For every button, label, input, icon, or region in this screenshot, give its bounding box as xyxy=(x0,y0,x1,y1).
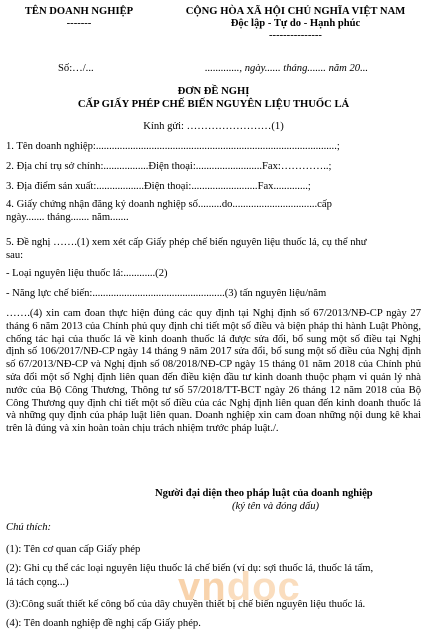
field-production-site: 3. Địa điểm sản xuất:..................Điện thoại:.........................Fax.............; xyxy=(6,181,311,192)
form-title: ĐƠN ĐỀ NGHỊ xyxy=(177,86,250,97)
field-material-type: - Loại nguyên liệu thuốc lá:............(2) xyxy=(6,268,168,279)
signature-note: (ký tên và đóng dấu) xyxy=(232,501,320,512)
field-business-registration: 4. Giấy chứng nhận đăng ký doanh nghiệp số.........do................................cấp xyxy=(6,199,332,210)
company-divider: ------- xyxy=(66,18,92,29)
request-line-cont: sau: xyxy=(6,250,24,261)
note-3: (3):Công suất thiết kế công bố của dây chuyền thiết bị chế biến nguyên liệu thuốc lá. xyxy=(6,599,366,610)
watermark-logo: vndoc xyxy=(178,565,301,609)
company-name: TÊN DOANH NGHIỆP xyxy=(24,6,134,17)
note-2: (2): Ghi cụ thể các loại nguyên liệu thuốc lá chế biến (ví dụ: sợi thuốc lá, thuốc lá tấm, xyxy=(6,563,374,574)
signature-title: Người đại diện theo pháp luật của doanh nghiệp xyxy=(155,488,373,499)
document-number: Số:…/... xyxy=(58,63,94,74)
request-line: 5. Đề nghị …….(1) xem xét cấp Giấy phép chế biến nguyên liệu thuốc lá, cụ thể như xyxy=(6,237,367,248)
field-company-name: 1. Tên doanh nghiệp:...........................................................................................; xyxy=(6,141,340,152)
notes-heading: Chú thích: xyxy=(6,522,52,533)
recipient-line: Kính gửi: ……………………(1) xyxy=(143,121,284,132)
document-date: ............., ngày...... tháng....... năm 20... xyxy=(205,63,369,74)
note-1: (1): Tên cơ quan cấp Giấy phép xyxy=(6,544,141,555)
note-4: (4): Tên doanh nghiệp đề nghị cấp Giấy phép. xyxy=(6,618,201,629)
form-subtitle: CẤP GIẤY PHÉP CHẾ BIẾN NGUYÊN LIỆU THUỐC LÁ xyxy=(77,99,350,110)
nation-title: CỘNG HÒA XÃ HỘI CHỦ NGHĨA VIỆT NAM xyxy=(185,6,406,17)
motto-divider: --------------- xyxy=(269,30,322,41)
field-registration-date: ngày....... tháng....... năm....... xyxy=(6,212,129,223)
field-head-office: 2. Địa chỉ trụ sở chính:.................Điện thoại:.........................Fax:…………..; xyxy=(6,161,332,172)
field-processing-capacity: - Năng lực chế biến:..................................................(3) tấn nguyên liệu/năm xyxy=(6,288,327,299)
commitment-paragraph: …….(4) xin cam đoan thực hiện đúng các quy định tại Nghị định số 67/2013/NĐ-CP ngày 27 tháng 6 năm 2013 của Chính phủ quy định chi tiết một số điều và biện pháp thi hành Luật Phòng, chống tác hại của thuốc lá về kinh doanh thuốc lá được sửa đổi, bổ sung một số điều tại Nghị định số 106/2017/NĐ-CP ngày 14 tháng 9 năm 2017 sửa đổi, bổ sung một số điều của Nghị định số 67/2013/NĐ-CP và Nghị định số 08/2018/NĐ-CP ngày 15 tháng 01 năm 2018 của Chính phủ sửa đổi một số Nghị định liên quan đến điều kiện đầu tư kinh doanh thuộc phạm vi quản lý nhà nước của Bộ Công Thương, Thông tư số 57/2018/TT-BCT ngày 26 tháng 12 năm 2018 của Bộ Công Thương quy định chi tiết một số điều của các Nghị định liên quan đến kinh doanh thuốc lá và những quy định của pháp luật liên quan. Doanh nghiệp xin cam đoan những nội dung kê khai trên là đúng và xin hoàn toàn chịu trách nhiệm trước pháp luật./. xyxy=(6,308,421,435)
motto: Độc lập - Tự do - Hạnh phúc xyxy=(230,18,361,29)
note-2-cont: lá tách cọng...) xyxy=(6,577,69,588)
